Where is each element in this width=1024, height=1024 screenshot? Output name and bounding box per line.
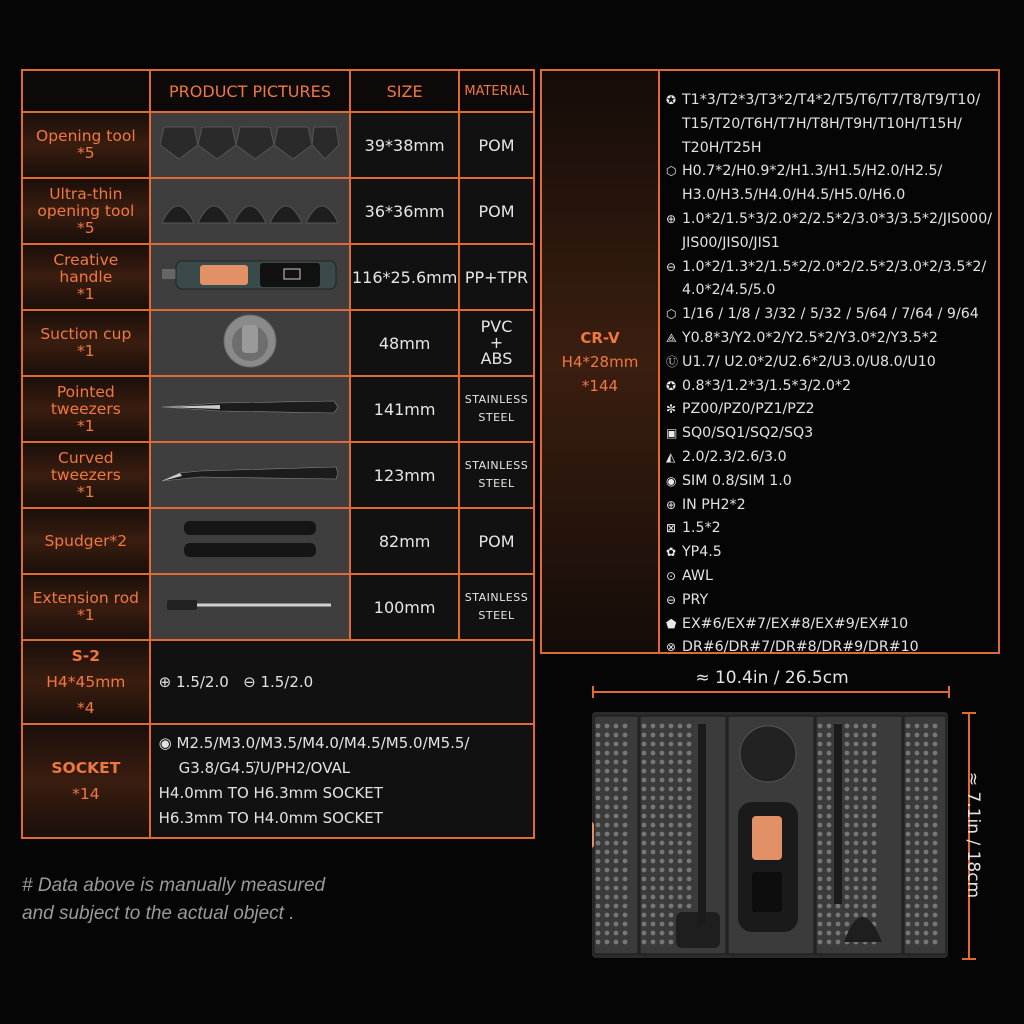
crv-count: *144 — [581, 376, 619, 395]
s2-items — [150, 640, 534, 724]
creative-handle-image — [150, 244, 351, 310]
item-material: POM — [459, 178, 534, 244]
crv-bit-item — [666, 303, 994, 327]
crv-bit-text: 1.0*2/1.5*3/2.0*2/2.5*2/3.0*3/3.5*2/JIS000/ JIS00/JIS0/JIS1 — [682, 210, 993, 251]
tri-wing-icon: ⟁ — [666, 330, 677, 345]
ex-icon: ⬟ — [666, 616, 677, 631]
cross-icon: ⊠ — [666, 521, 677, 536]
item-name: Spudger*2 — [22, 508, 150, 574]
table-row — [22, 112, 534, 178]
crv-bit-text: 1.0*2/1.3*2/1.5*2/2.0*2/2.5*2/3.0*2/3.5*2/ 4.0*2/4.5/5.0 — [682, 258, 987, 299]
table-header — [22, 70, 534, 112]
crv-spec: H4*28mm — [561, 352, 639, 371]
item-material: STAINLESS STEEL — [459, 574, 534, 640]
awl-icon: ⊙ — [666, 568, 677, 583]
crv-bit-text: PZ00/PZ0/PZ1/PZ2 — [682, 401, 815, 418]
crv-bit-item — [666, 398, 994, 422]
crv-bit-text: SQ0/SQ1/SQ2/SQ3 — [682, 425, 814, 442]
crv-bit-list — [666, 89, 994, 660]
header-product-pictures: PRODUCT PICTURES — [150, 70, 351, 112]
crv-bit-text: DR#6/DR#7/DR#8/DR#9/DR#10 — [682, 639, 919, 656]
crv-bit-text: Y0.8*3/Y2.0*2/Y2.5*2/Y3.0*2/Y3.5*2 — [682, 329, 938, 346]
crv-bit-item — [666, 375, 994, 399]
s2-slotted-sizes: 1.5/2.0 — [260, 672, 314, 691]
star-icon: ✪ — [666, 378, 677, 393]
crv-bit-text: YP4.5 — [682, 544, 722, 561]
item-material: PP+TPR — [459, 244, 534, 310]
item-material: STAINLESS STEEL — [459, 376, 534, 442]
item-name: Extension rod *1 — [22, 574, 150, 640]
item-size: 100mm — [350, 574, 459, 640]
item-name: Curved tweezers *1 — [22, 442, 150, 508]
table-row — [22, 442, 534, 508]
item-name: Opening tool *5 — [22, 112, 150, 178]
item-size: 141mm — [350, 376, 459, 442]
s2-phillips-sizes: 1.5/2.0 — [176, 672, 229, 691]
in-phillips-icon: ⊕ — [666, 497, 677, 512]
item-material: POM — [459, 112, 534, 178]
item-size: 123mm — [350, 442, 459, 508]
crv-bit-text: 0.8*3/1.2*3/1.5*3/2.0*2 — [682, 377, 852, 394]
height-dimension-label: ≈ 7.1in / 18cm — [963, 771, 983, 899]
socket-line2: G3.8/G4.5/̈U/PH2/OVAL — [178, 759, 351, 777]
inch-hex-icon: ⬡ — [666, 307, 677, 322]
slotted-icon: ⊖ — [666, 259, 677, 274]
phillips-icon: ⊕ — [666, 211, 677, 226]
crv-bit-item — [666, 89, 994, 160]
socket-label — [22, 724, 150, 838]
header-blank — [22, 70, 150, 112]
slotted-icon: ⊖ — [243, 672, 256, 691]
item-material: PVC + ABS — [459, 310, 534, 376]
crv-bit-text: 2.0/2.3/2.6/3.0 — [682, 448, 787, 465]
crv-bit-item — [666, 446, 994, 470]
crv-bit-item — [666, 613, 994, 637]
item-name: Ultra-thin opening tool *5 — [22, 178, 150, 244]
spudger-image — [150, 508, 351, 574]
socket-line4: H6.3mm TO H4.0mm SOCKET — [158, 809, 383, 827]
crv-bit-item — [666, 470, 994, 494]
item-size: 82mm — [350, 508, 459, 574]
width-dimension: ≈ 10.4in / 26.5cm — [695, 668, 849, 688]
extension-rod-image — [150, 574, 351, 640]
table-row — [22, 310, 534, 376]
spec-table — [21, 69, 535, 839]
crv-bit-item — [666, 636, 994, 660]
item-name: Suction cup *1 — [22, 310, 150, 376]
socket-icon: ◉ — [158, 734, 172, 752]
crv-title: CR-V — [580, 328, 620, 347]
item-size: 48mm — [350, 310, 459, 376]
dr-icon: ⊗ — [666, 640, 677, 655]
s2-label — [22, 640, 150, 724]
item-material: STAINLESS STEEL — [459, 442, 534, 508]
header-material: MATERIAL — [459, 70, 534, 112]
crv-bit-item — [666, 589, 994, 613]
pry-icon: ⊖ — [666, 592, 677, 607]
crv-bit-item — [666, 517, 994, 541]
socket-row — [22, 724, 534, 838]
pozi-icon: ✼ — [666, 402, 677, 417]
crv-bit-text: EX#6/EX#7/EX#8/EX#9/EX#10 — [682, 615, 909, 632]
triangle-icon: ◭ — [666, 449, 676, 464]
header-size: SIZE — [350, 70, 459, 112]
crv-bit-text: 1.5*2 — [682, 520, 721, 537]
crv-panel — [540, 69, 1000, 654]
height-dimension — [962, 710, 984, 960]
u-type-icon: Ⓤ — [666, 354, 679, 369]
crv-bit-item — [666, 541, 994, 565]
item-size: 36*36mm — [350, 178, 459, 244]
table-row — [22, 244, 534, 310]
crv-bit-text: AWL — [682, 567, 713, 584]
crv-bit-text: PRY — [682, 591, 709, 608]
suction-cup-image — [150, 310, 351, 376]
socket-line1: M2.5/M3.0/M3.5/M4.0/M4.5/M5.0/M5.5/ — [176, 734, 470, 752]
item-name: Creative handle *1 — [22, 244, 150, 310]
crv-bit-item — [666, 494, 994, 518]
crv-bit-text: IN PH2*2 — [682, 496, 746, 513]
square-icon: ▣ — [666, 426, 678, 441]
crv-bit-text: T1*3/T2*3/T3*2/T4*2/T5/T6/T7/T8/T9/T10/ T15/T20/T6H/T7H/T8H/T9H/T10H/T15H/ T20H/T25H — [682, 92, 981, 156]
table-row — [22, 376, 534, 442]
hex-icon: ⬡ — [666, 164, 677, 179]
opening-tool-image — [150, 112, 351, 178]
crv-bit-item — [666, 208, 994, 256]
crv-bit-item — [666, 160, 994, 208]
sim-icon: ◉ — [666, 473, 677, 488]
toolkit-case-image — [592, 712, 948, 958]
s2-spec: H4*45mm — [46, 673, 126, 691]
torx-icon: ✪ — [666, 93, 677, 107]
item-name: Pointed tweezers *1 — [22, 376, 150, 442]
item-size: 39*38mm — [350, 112, 459, 178]
pointed-tweezers-image — [150, 376, 351, 442]
socket-title: SOCKET — [51, 759, 121, 777]
crv-bit-item — [666, 422, 994, 446]
crv-bit-item — [666, 565, 994, 589]
crv-bit-item — [666, 256, 994, 304]
crv-bit-text: 1/16 / 1/8 / 3/32 / 5/32 / 5/64 / 7/64 / 9/64 — [682, 306, 979, 323]
table-row — [22, 178, 534, 244]
socket-count: *14 — [72, 785, 100, 803]
s2-row — [22, 640, 534, 724]
s2-count: *4 — [77, 699, 95, 717]
table-row — [22, 574, 534, 640]
s2-title: S-2 — [71, 647, 101, 665]
curved-tweezers-image — [150, 442, 351, 508]
item-material: POM — [459, 508, 534, 574]
y-type-icon: ✿ — [666, 545, 677, 560]
crv-bit-text: U1.7/ U2.0*2/U2.6*2/U3.0/U8.0/U10 — [682, 353, 936, 370]
note-line2: and subject to the actual object . — [22, 903, 295, 924]
phillips-icon: ⊕ — [158, 672, 172, 691]
socket-items — [150, 724, 534, 838]
socket-line3: H4.0mm TO H6.3mm SOCKET — [158, 784, 383, 802]
ultra-thin-opening-tool-image — [150, 178, 351, 244]
note-line1: # Data above is manually measured — [22, 875, 326, 896]
table-row — [22, 508, 534, 574]
measurement-note — [22, 872, 325, 928]
crv-bit-item — [666, 351, 994, 375]
crv-label — [542, 71, 660, 652]
crv-bit-item — [666, 327, 994, 351]
item-size: 116*25.6mm — [350, 244, 459, 310]
crv-bit-text: H0.7*2/H0.9*2/H1.3/H1.5/H2.0/H2.5/ H3.0/H3.5/H4.0/H4.5/H5.0/H6.0 — [682, 163, 943, 204]
crv-bit-text: SIM 0.8/SIM 1.0 — [682, 472, 792, 489]
